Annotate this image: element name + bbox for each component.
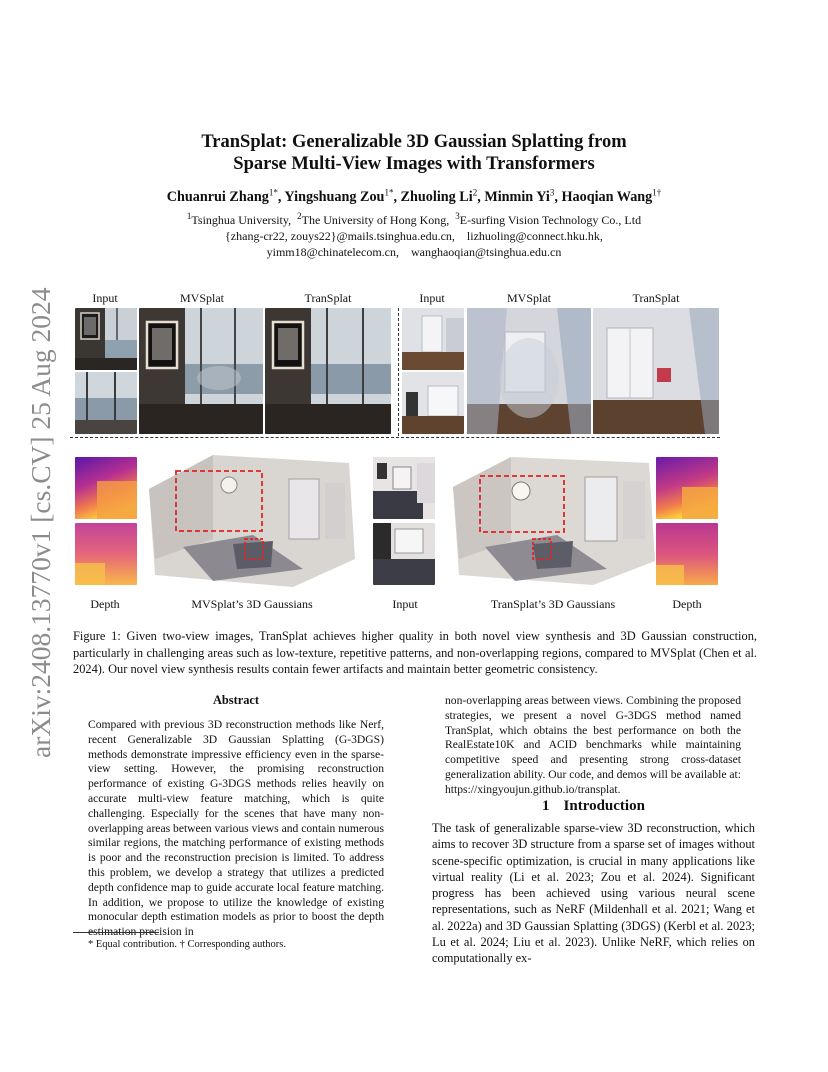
author-mark: 2 — [472, 187, 478, 198]
title-line-2: Sparse Multi-View Images with Transformers — [233, 154, 595, 174]
input-image-room-2 — [402, 372, 464, 434]
author-mark: 1* — [384, 187, 394, 198]
figure-vertical-divider — [398, 308, 399, 436]
depth-map-mvsplat — [75, 457, 137, 519]
fig-label-input: Input — [419, 291, 445, 305]
introduction-text: The task of generalizable sparse-view 3D reconstruction, which aims to recover 3D structure from a sparse set of images without scene-specific optimization, is crucial in many applications like virtual reality (Li et al. 2023; Zou et al. 2024). Significant progress has been achieved using various neural scene representations, such as NeRF (Mildenhall et al. 2021; Wang et al. 2022a) and 3D Gaussian Splatting (3DGS) (Kerbl et al. 2023; Lu et al. 2024; Liu et al. 2023). Unlike NeRF, which relies on computationally ex- — [432, 821, 755, 966]
transplat-3d-gaussians — [445, 449, 661, 589]
mvsplat-render-window — [139, 308, 263, 434]
fig-label-transplat-gaussians: TranSplat’s 3D Gaussians — [490, 597, 616, 611]
author-mark: 1† — [652, 187, 662, 198]
author-name: Yingshuang Zou — [284, 189, 385, 205]
input-image-window-1 — [75, 308, 137, 370]
section-heading-introduction — [432, 798, 755, 815]
affiliation-1: Tsinghua University, — [191, 213, 292, 227]
transplat-render-window — [265, 308, 391, 434]
input-image-bedroom-1 — [373, 457, 435, 519]
affiliation-3: E-surfing Vision Technology Co., Ltd — [459, 213, 642, 227]
title-line-1: TranSplat: Generalizable 3D Gaussian Splatting from — [201, 132, 627, 152]
abstract-text-continued: non-overlapping areas between views. Combining the proposed strategies, we present a novel G-3DGS method named TranSplat, which obtains the best performance on both the RealEstate10K and ACID benchmarks while maintaining competitive speed and presenting strong cross-dataset generalization ability. Our code, and demos will be available at: https://xingyoujun.github.io/transplat. — [445, 694, 741, 796]
fig-label-depth: Depth — [672, 597, 702, 611]
fig-label-input: Input — [92, 291, 118, 305]
author-mark: 1* — [268, 187, 278, 198]
mvsplat-render-room — [467, 308, 591, 434]
affiliations — [70, 212, 758, 260]
fig-label-mvsplat: MVSplat — [506, 291, 552, 305]
author-name: Haoqian Wang — [561, 189, 653, 205]
arxiv-id-text: arXiv:2408.13770v1 [cs.CV] 25 Aug 2024 — [25, 287, 56, 758]
fig-label-mvsplat-gaussians: MVSplat’s 3D Gaussians — [191, 597, 313, 611]
input-image-bedroom-2 — [373, 523, 435, 585]
author-name: Minmin Yi — [484, 189, 550, 205]
affiliation-2: The University of Hong Kong, — [301, 213, 450, 227]
depth-map-transplat — [656, 457, 718, 519]
section-number: 1 — [542, 798, 550, 814]
author-mark: 3 — [549, 187, 555, 198]
arxiv-identifier — [4, 280, 68, 760]
fig-label-transplat: TranSplat — [632, 291, 680, 305]
section-title: Introduction — [563, 798, 645, 814]
emails-line-1: {zhang-cr22, zouys22}@mails.tsinghua.edu.cn, lizhuoling@connect.hku.hk, — [225, 229, 603, 243]
fig-label-transplat: TranSplat — [304, 291, 352, 305]
fig-label-mvsplat: MVSplat — [179, 291, 225, 305]
author-name: Chuanrui Zhang — [166, 189, 269, 205]
abstract-heading: Abstract — [212, 693, 260, 707]
author-list: Chuanrui Zhang$^{1*}$, Yingshuang Zou$^{1*}$, Zhuoling Li$^2$, Minmin Yi$^3$, Haoqian Wang$^{1\dagger}$ — [166, 187, 662, 205]
depth-map-transplat-2 — [656, 523, 718, 585]
transplat-render-room — [593, 308, 719, 434]
affiliation-line: $^1$Tsinghua University, $^2$The University of Hong Kong, $^3$E-surfing Vision Technology Co., Ltd — [186, 211, 642, 227]
fig-label-depth: Depth — [90, 597, 120, 611]
paper-title — [100, 131, 728, 175]
emails-line-2: yimm18@chinatelecom.cn, wanghaoqian@tsinghua.edu.cn — [266, 245, 562, 259]
figure-horizontal-divider — [70, 437, 720, 438]
author-name: Zhuoling Li — [400, 189, 473, 205]
footnote: * Equal contribution. † Corresponding authors. — [88, 939, 287, 950]
mvsplat-3d-gaussians — [143, 449, 359, 589]
abstract-text: Compared with previous 3D reconstruction methods like Nerf, recent Generalizable 3D Gaussian Splatting (G-3DGS) methods demonstrate impressive efficiency even in the sparse-view setting. However, the promising reconstruction performance of existing G-3DGS methods relies heavily on accurate multi-view feature matching, which is quite challenging. Especially for the scenes that have many non-overlapping areas between various views and contain numerous similar regions, the matching performance of existing methods is poor and the reconstruction precision is limited. To address this problem, we develop a strategy that utilizes a predicted depth confidence map to guide accurate local feature matching. In addition, we propose to utilize the knowledge of existing monocular depth estimation models as prior to boost the depth estimation precision in — [88, 718, 384, 939]
fig-label-input: Input — [392, 597, 418, 611]
footnote-rule — [73, 932, 159, 933]
input-image-room-1 — [402, 308, 464, 370]
figure-caption: Figure 1: Given two-view images, TranSplat achieves higher quality in both novel view synthesis and 3D Gaussian construction, particularly in challenging areas such as low-texture, repetitive patterns, and non-overlapping regions, compared to MVSplat (Chen et al. 2024). Our novel view synthesis results contain fewer artifacts and maintain better geometric consistency. — [73, 629, 757, 676]
input-image-window-2 — [75, 372, 137, 434]
depth-map-mvsplat-2 — [75, 523, 137, 585]
